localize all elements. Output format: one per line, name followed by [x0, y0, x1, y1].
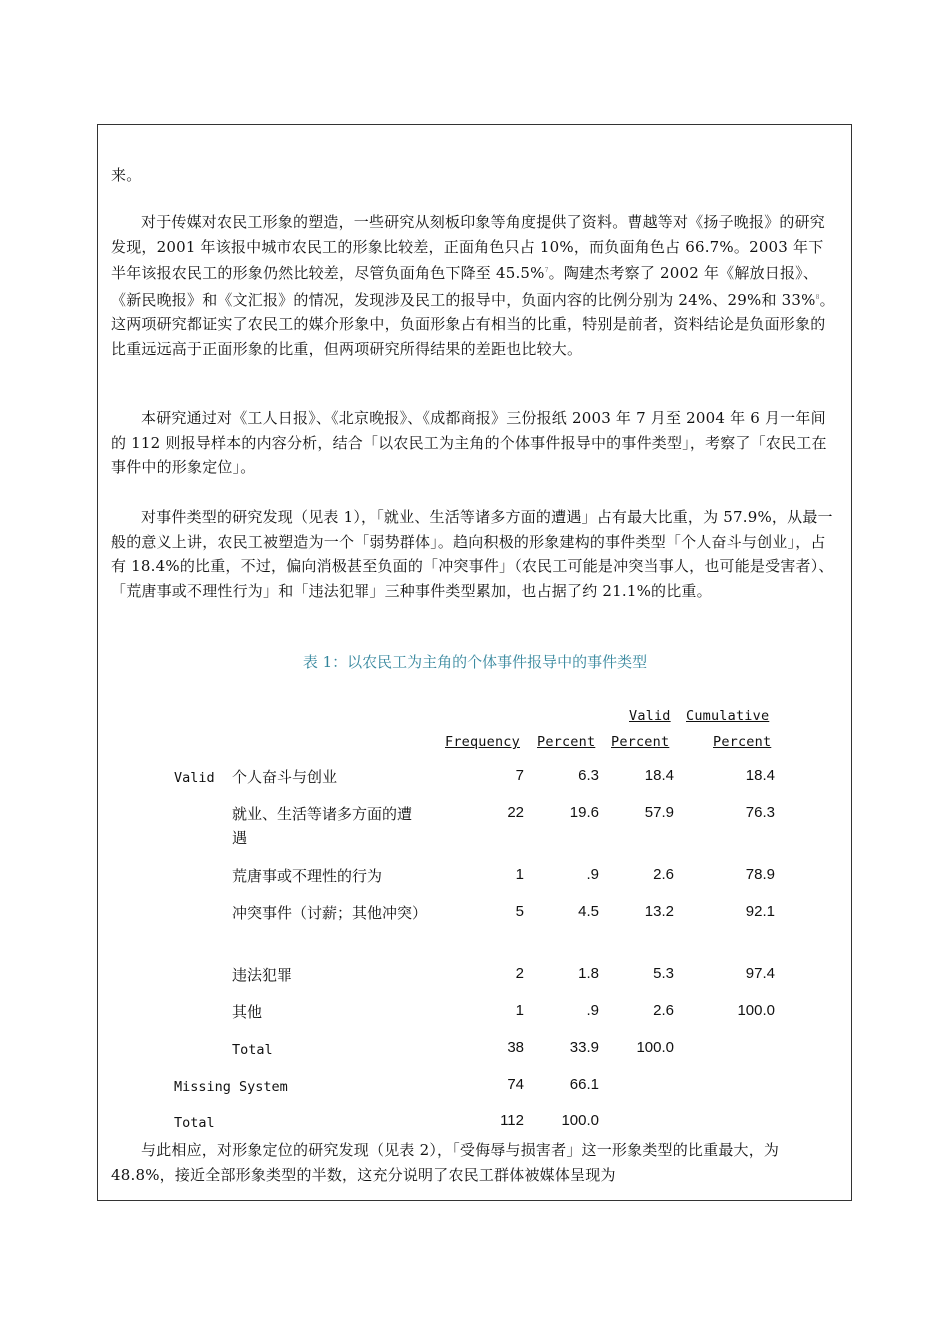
valid-group-label: Valid [174, 770, 215, 786]
row-cumulative-percent: 100.0 [737, 1002, 775, 1019]
paragraph-0: 来。 [111, 166, 142, 184]
paragraph-1-b: 。陶建杰考察了 2002 年《解放日报》、《新民晚报》和《文汇报》的情况，发现涉及民工的报导中，负面内容的比例分别为 24%、29%和 33% [111, 264, 819, 309]
row-percent: 19.6 [569, 804, 599, 821]
row-label: 就业、生活等诸多方面的遭遇 [232, 805, 413, 847]
header-frequency: Frequency [445, 734, 520, 750]
row-valid-percent: 100.0 [636, 1039, 674, 1056]
missing-frequency: 74 [507, 1076, 524, 1093]
paragraph-5: 与此相应，对形象定位的研究发现（见表 2），「受侮辱与损害者」这一形象类型的比重最大，为 48.8%，接近全部形象类型的半数，这充分说明了农民工群体被媒体呈现为 [111, 1141, 780, 1184]
row-label: Total [232, 1042, 273, 1058]
row-label: 个人奋斗与创业 [232, 768, 338, 786]
row-percent: .9 [586, 1002, 599, 1019]
row-valid-percent: 2.6 [653, 1002, 674, 1019]
row-valid-percent: 13.2 [644, 903, 674, 920]
row-cumulative-percent: 97.4 [745, 965, 775, 982]
row-valid-percent: 5.3 [653, 965, 674, 982]
row-frequency: 38 [507, 1039, 524, 1056]
footnote-ref-8: 8 [815, 293, 820, 301]
paragraph-1-c: 。这两项研究都证实了农民工的媒介形象中，负面形象占有相当的比重，特别是前者，资料结论是负面形象的比重远远高于正面形象的比重，但两项研究所得结果的差距也比较大。 [111, 290, 835, 358]
row-label: 其他 [232, 1003, 263, 1021]
header-valid-top: Valid [629, 708, 671, 724]
row-cumulative-percent: 18.4 [745, 767, 775, 784]
paragraph-3: 对事件类型的研究发现（见表 1），「就业、生活等诸多方面的遭遇」占有最大比重，为 57.9%，从最一般的意义上讲，农民工被塑造为一个「弱势群体」。趋向积极的形象建构的事件类型「个人奋斗与创业」，占有 18.4%的比重，不过，偏向消极甚至负面的「冲突事件」（农民工可能是冲突当事人，也可能是受害者）、「荒唐事或不理性行为」和「违法犯罪」三种事件类型累加，也占据了约 21.1%的比重。 [111, 508, 834, 600]
header-percent: Percent [537, 734, 596, 750]
row-percent: .9 [586, 866, 599, 883]
row-percent: 1.8 [578, 965, 599, 982]
paragraph-1-a: 对于传媒对农民工形象的塑造，一些研究从刻板印象等角度提供了资料。曹越等对《扬子晚报》的研究发现，2001 年该报中城市农民工的形象比较差，正面角色只占 10%，而负面角色占 66.7%。2003 年下半年该报农民工的形象仍然比较差，尽管负面角色下降至 45.5% [111, 213, 826, 282]
header-cumulative-top: Cumulative [686, 708, 770, 724]
row-percent: 6.3 [578, 767, 599, 784]
total-label: Total [174, 1115, 215, 1131]
row-cumulative-percent: 78.9 [745, 866, 775, 883]
table-caption: 表 1：以农民工为主角的个体事件报导中的事件类型 [302, 653, 648, 671]
row-percent: 4.5 [578, 903, 599, 920]
row-label: 荒唐事或不理性的行为 [232, 867, 383, 885]
missing-percent: 66.1 [569, 1076, 599, 1093]
row-percent: 33.9 [569, 1039, 599, 1056]
row-label: 违法犯罪 [232, 966, 293, 984]
row-frequency: 1 [515, 866, 524, 883]
header-cumulative-percent: Percent [713, 734, 772, 750]
total-percent: 100.0 [561, 1112, 599, 1129]
row-valid-percent: 18.4 [644, 767, 674, 784]
row-frequency: 1 [515, 1002, 524, 1019]
row-frequency: 7 [515, 767, 524, 784]
row-frequency: 2 [515, 965, 524, 982]
row-cumulative-percent: 76.3 [745, 804, 775, 821]
header-valid-percent: Percent [611, 734, 670, 750]
footnote-ref-7: 7 [544, 267, 549, 274]
row-frequency: 5 [515, 903, 524, 920]
row-label: 冲突事件（讨薪；其他冲突） [232, 904, 428, 922]
missing-label: Missing System [174, 1079, 288, 1095]
total-frequency: 112 [500, 1112, 524, 1129]
row-valid-percent: 57.9 [644, 804, 674, 821]
row-frequency: 22 [507, 804, 524, 821]
paragraph-1 [111, 210, 838, 361]
paragraph-2: 本研究通过对《工人日报》、《北京晚报》、《成都商报》三份报纸 2003 年 7 月至 2004 年 6 月一年间的 112 则报导样本的内容分析，结合「以农民工为主角的个体事件报导中的事件类型」，考察了「农民工在事件中的形象定位」。 [111, 409, 827, 476]
row-valid-percent: 2.6 [653, 866, 674, 883]
row-cumulative-percent: 92.1 [745, 903, 775, 920]
